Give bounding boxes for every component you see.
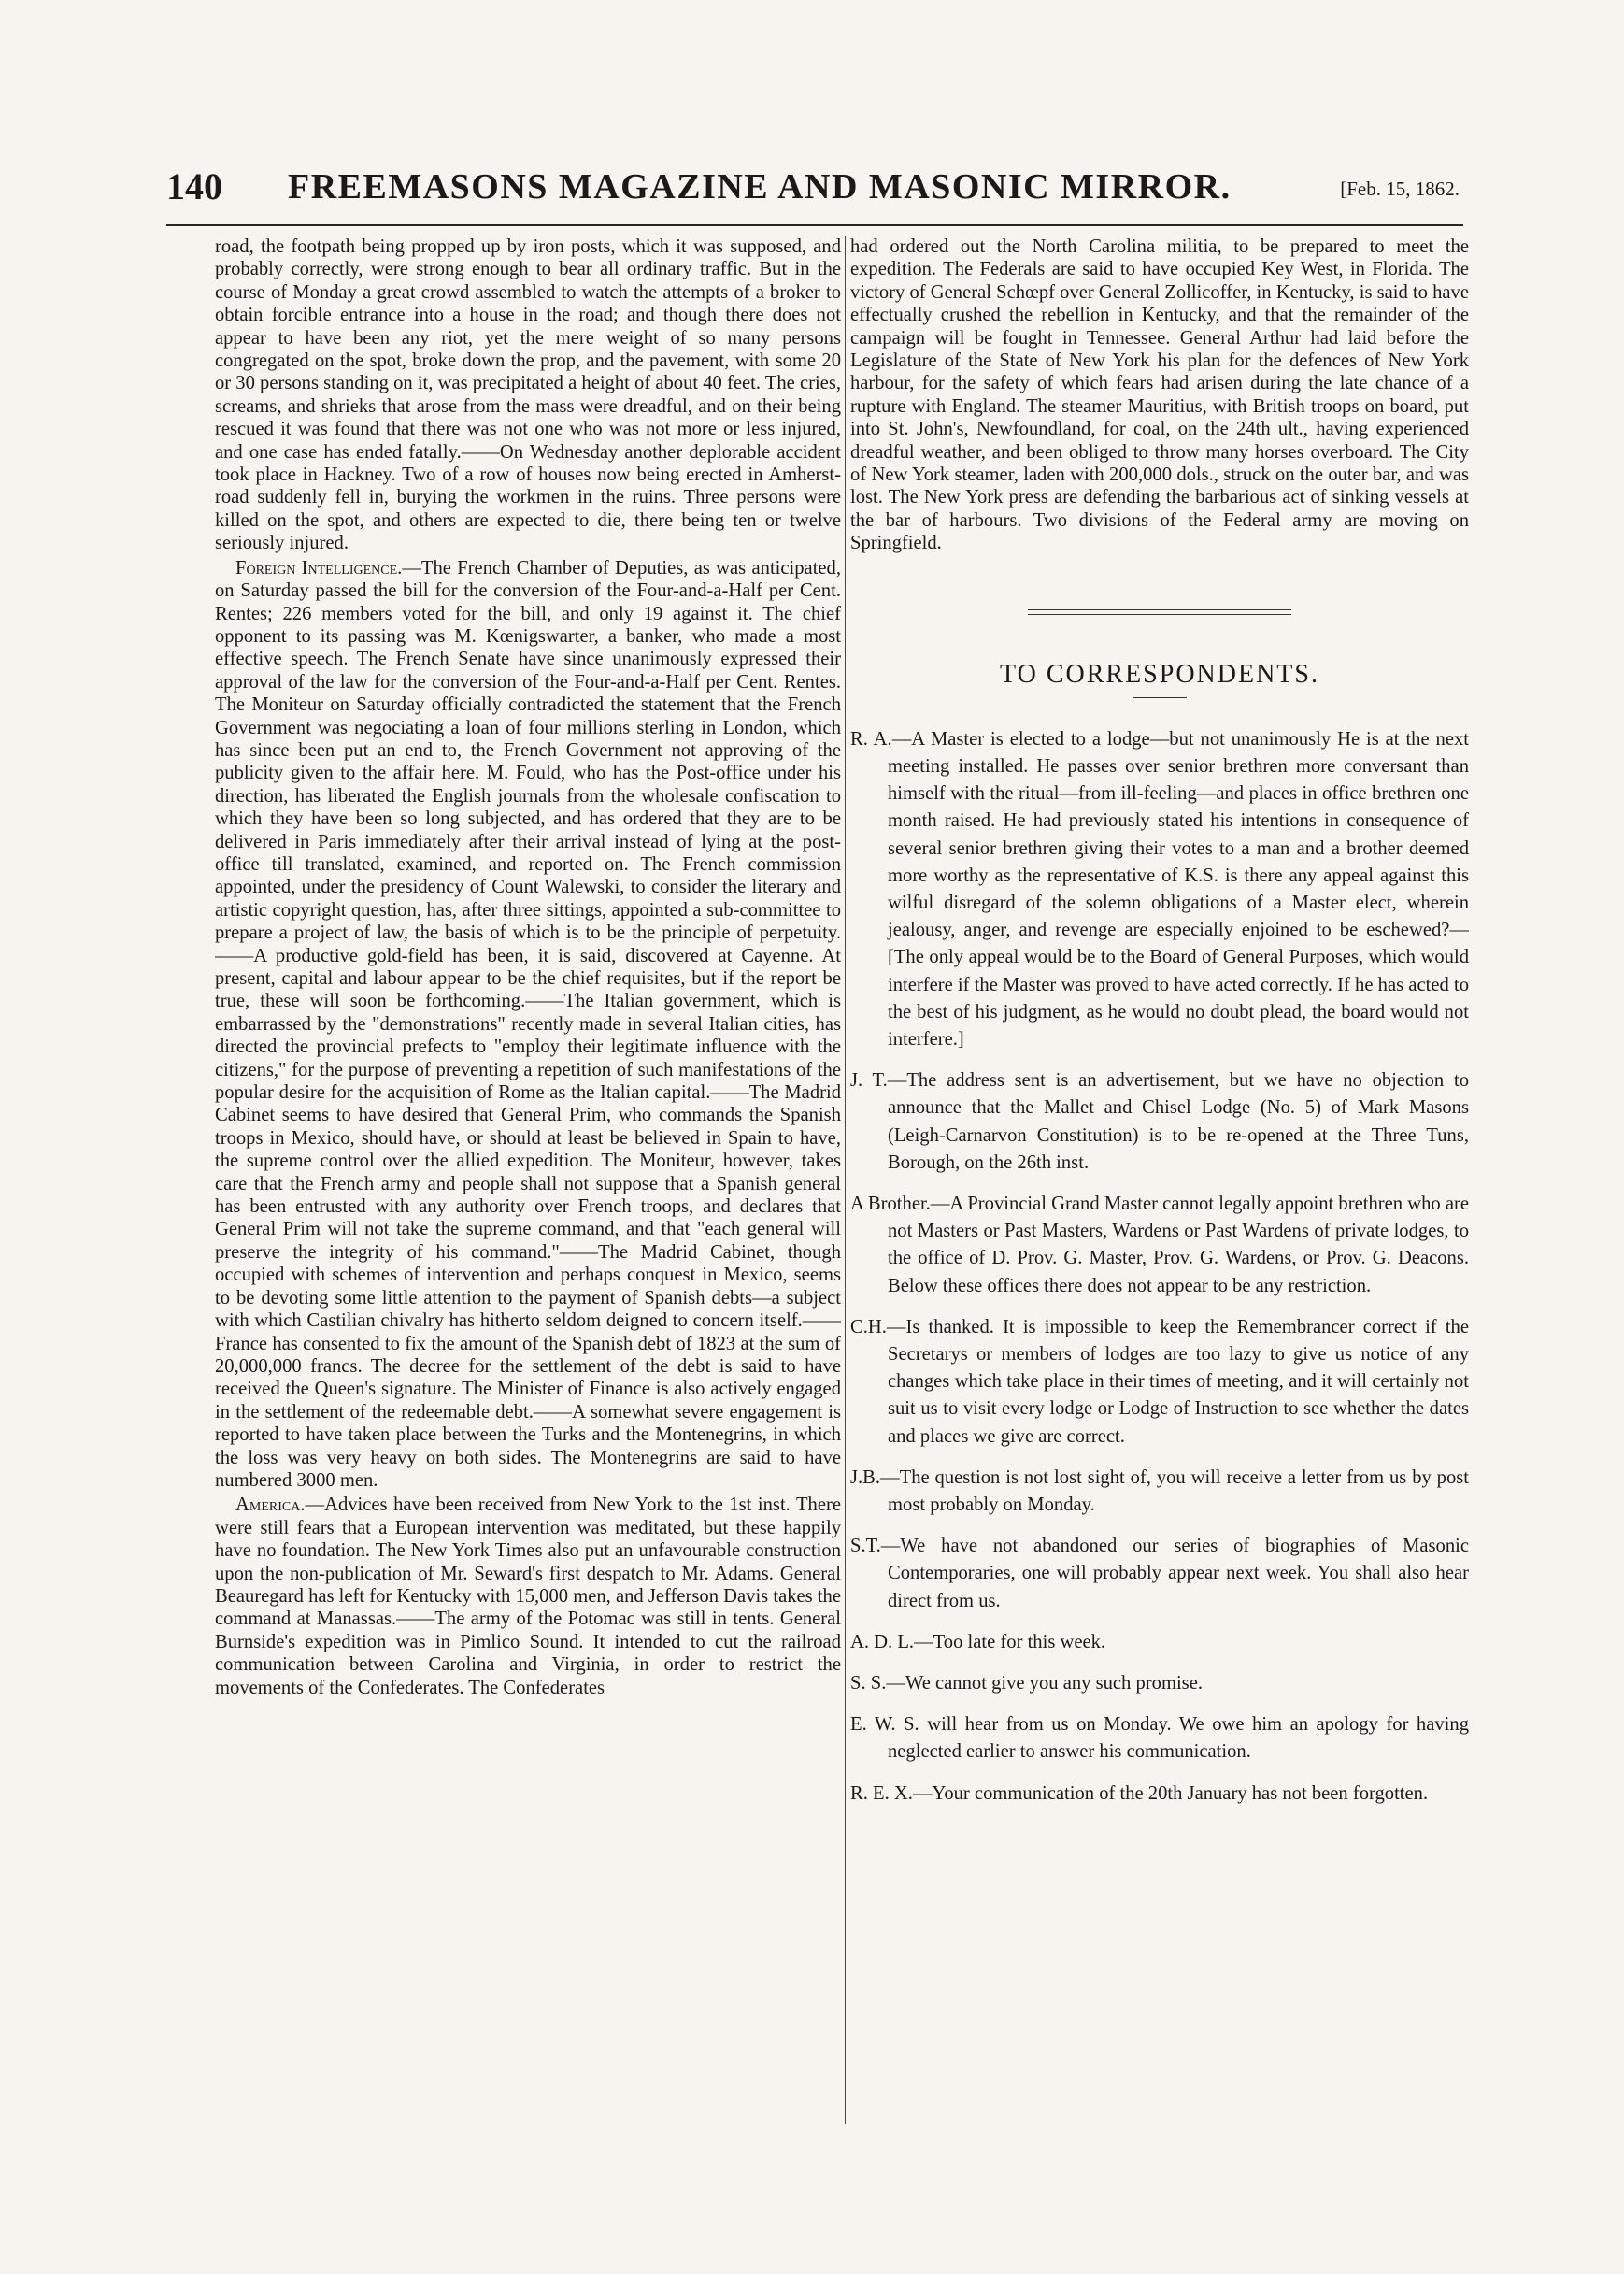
foreign-intelligence-heading: Foreign Intelligence. [235, 557, 403, 579]
correspondent-entry: J.B.—The question is not lost sight of, you will receive a letter from us by post most probably on Monday. [850, 1466, 1469, 1515]
page-number: 140 [166, 165, 222, 207]
publication-title: FREEMASONS MAGAZINE AND MASONIC MIRROR. [288, 167, 1232, 207]
news-paragraph-accidents: road, the footpath being propped up by iron posts, which it was supposed, and probably correctly, were strong enough to bear all ordinary traffic. But in the course of Monday a great crowd assembled to watch the attempts of a broker to obtain forcible entrance into a house in the road; and though there does not appear to have been any riot, yet the mere weight of so many persons congregated on the spot, broke down the prop, and the pavement, with some 20 or 30 persons standing on it, was precipitated a height of about 40 feet. The cries, screams, and shrieks that arose from the mass were dreadful, and on their being rescued it was found that there was not one who was not more or less injured, and one case has ended fatally.——On Wednesday another deplorable accident took place in Hackney. Two of a row of houses now being erected in Amherst-road suddenly fell in, burying the workmen in the ruins. Three persons were killed on the spot, and others are expected to die, there being ten or twelve seriously injured. [215, 236, 841, 554]
correspondent-entry: A Brother.—A Provincial Grand Master cannot legally appoint brethren who are not Masters or Past Masters, Wardens or Past Wardens of private lodges, to the office of D. Prov. G. Master, Prov. G. Wardens, or Prov. G. Deacons. Below these offices there does not appear to be any restriction. [850, 1193, 1469, 1296]
correspondent-entry: E. W. S. will hear from us on Monday. We owe him an apology for having neglected earlier to answer his communication. [850, 1714, 1469, 1763]
right-column [850, 236, 1469, 2142]
correspondent-entry: R. A.—A Master is elected to a lodge—but not unanimously He is at the next meeting installed. He passes over senior brethren more conversant than himself with the ritual—from ill-feeling—and places in office brethren one month raised. He had previously stated his intentions in consequence of several senior brethren giving their votes to a man and a brother deemed more worthy as the representative of K.S. is there any appeal against this wilful disregard of the solemn obligations of a Master elect, wherein jealousy, anger, and revenge are especially enjoined to be eschewed?—[The only appeal would be to the Board of General Purposes, which would interfere if the Master was proved to have acted correctly. If he has acted to the best of his judgment, as he would no doubt plead, the board would not interfere.] [850, 728, 1469, 1050]
heading-underline [1133, 697, 1187, 698]
correspondent-entry: S. S.—We cannot give you any such promise. [850, 1672, 1203, 1694]
correspondent-entry: S.T.—We have not abandoned our series of biographies of Masonic Contemporaries, one will probably appear next week. You shall also hear direct from us. [850, 1536, 1469, 1611]
correspondent-entry: R. E. X.—Your communication of the 20th January has not been forgotten. [850, 1782, 1429, 1804]
issue-date: [Feb. 15, 1862. [1340, 178, 1460, 200]
news-paragraph-foreign [215, 557, 841, 1493]
column-divider [845, 236, 846, 2124]
correspondent-entry: A. D. L.—Too late for this week. [850, 1631, 1106, 1652]
foreign-intelligence-text: —The French Chamber of Deputies, as was anticipated, on Saturday passed the bill for the conversion of the Four-and-a-Half per Cent. Rentes; 226 members voted for the bill, and only 19 against it. The chief opponent to its passing was M. Kœnigswarter, a banker, who made a most effective speech. The French Senate have since unanimously expressed their approval of the law for the conversion of the Four-and-a-Half per Cent. Rentes. The Moniteur on Saturday officially contradicted the statement that the French Government was negociating a loan of four millions sterling in London, which has since been put an end to, the French Government not approving of the publicity given to the affair here. M. Fould, who has the Post-office under his direction, has liberated the English journals from the wholesale confiscation to which they have been so long subjected, and has ordered that they are to be delivered in Paris immediately after their arrival instead of lying at the post-office till translated, examined, and reported on. The French commission appointed, under the presidency of Count Walewski, to consider the literary and artistic copyright question, has, after three sittings, appointed a sub-committee to prepare a project of law, the basis of which is to be the principle of perpetuity.——A productive gold-field has been, it is said, discovered at Cayenne. At present, capital and labour appear to be the chief requisites, but if the report be true, these will soon be forthcoming.——The Italian government, which is embarrassed by the "demonstrations" recently made in several Italian cities, has directed the provincial prefects to "employ their legitimate influence with the citizens," for the purpose of preventing a repetition of such manifestations of the popular desire for the acquisition of Rome as the Italian capital.——The Madrid Cabinet seems to have desired that General Prim, who commands the Spanish troops in Mexico, should have, or should at least be believed in Spain to have, the supreme control over the allied expedition. The Moniteur, however, takes care that the French army and people shall not suppose that a Spanish general has been entrusted with any authority over French troops, and declares that General Prim will not take the supreme command, and that "each general will preserve the integrity of his command."——The Madrid Cabinet, though occupied with schemes of intervention and perhaps conquest in Mexico, seems to be devoting some little attention to the payment of Spanish debts—a subject with which Castilian chivalry has hitherto seldom deigned to concern itself.——France has consented to fix the amount of the Spanish debt of 1823 at the sum of 20,000,000 francs. The decree for the settlement of the debt is said to have received the Queen's signature. The Minister of Finance is also actively engaged in the settlement of the redeemable debt.——A somewhat severe engagement is reported to have taken place between the Turks and the Montenegrins, in which the loss was very heavy on both sides. The Montenegrins are said to have numbered 3000 men. [215, 557, 841, 1491]
correspondent-entry: C.H.—Is thanked. It is impossible to keep the Remembrancer correct if the Secretarys or members of lodges are too lazy to give us notice of any changes which take place in their times of meeting, and it will certainly not suit us to visit every lodge or Lodge of Instruction to see whether the dates and places we give are correct. [850, 1316, 1469, 1447]
correspondents-heading: TO CORRESPONDENTS. [1000, 659, 1319, 689]
america-heading: America. [235, 1495, 306, 1516]
section-divider [1028, 609, 1291, 615]
news-paragraph-america [215, 1494, 841, 1699]
header-rule [166, 224, 1463, 226]
america-text: —Advices have been received from New York to the 1st inst. There were still fears that a European intervention was meditated, but these happily have no foundation. The New York Times also put an unfavourable construction upon the non-publication of Mr. Seward's first despatch to Mr. Adams. General Beauregard has left for Kentucky with 15,000 men, and Jefferson Davis takes the command at Manassas.——The army of the Potomac was still in tents. General Burnside's expedition was in Pimlico Sound. It intended to cut the railroad communication between Carolina and Virginia, in order to restrict the movements of the Confederates. The Confederates [215, 1495, 841, 1698]
masthead [166, 164, 1465, 215]
news-continuation: had ordered out the North Carolina militia, to be prepared to meet the expedition. The Federals are said to have occupied Key West, in Florida. The victory of General Schœpf over General Zollicoffer, in Kentucky, is said to have effectually crushed the rebellion in Kentucky, and that the remainder of the campaign will be fought in Tennessee. General Arthur had laid before the Legislature of the State of New York his plan for the defences of New York harbour, for the safety of which fears had arisen during the late chance of a rupture with England. The steamer Mauritius, with British troops on board, put into St. John's, Newfoundland, for coal, on the 24th ult., having experienced dreadful weather, and been obliged to throw many horses overboard. The City of New York steamer, laden with 200,000 dols., struck on the outer bar, and was lost. The New York press are defending the barbarious act of sinking vessels at the bar of harbours. Two divisions of the Federal army are moving on Springfield. [850, 236, 1469, 554]
correspondent-entry: J. T.—The address sent is an advertisement, but we have no objection to announce that the Mallet and Chisel Lodge (No. 5) of Mark Masons (Leigh-Carnarvon Constitution) is to be re-opened at the Three Tuns, Borough, on the 26th inst. [850, 1070, 1469, 1173]
correspondents-list [850, 726, 1469, 1808]
left-column [215, 236, 841, 2161]
